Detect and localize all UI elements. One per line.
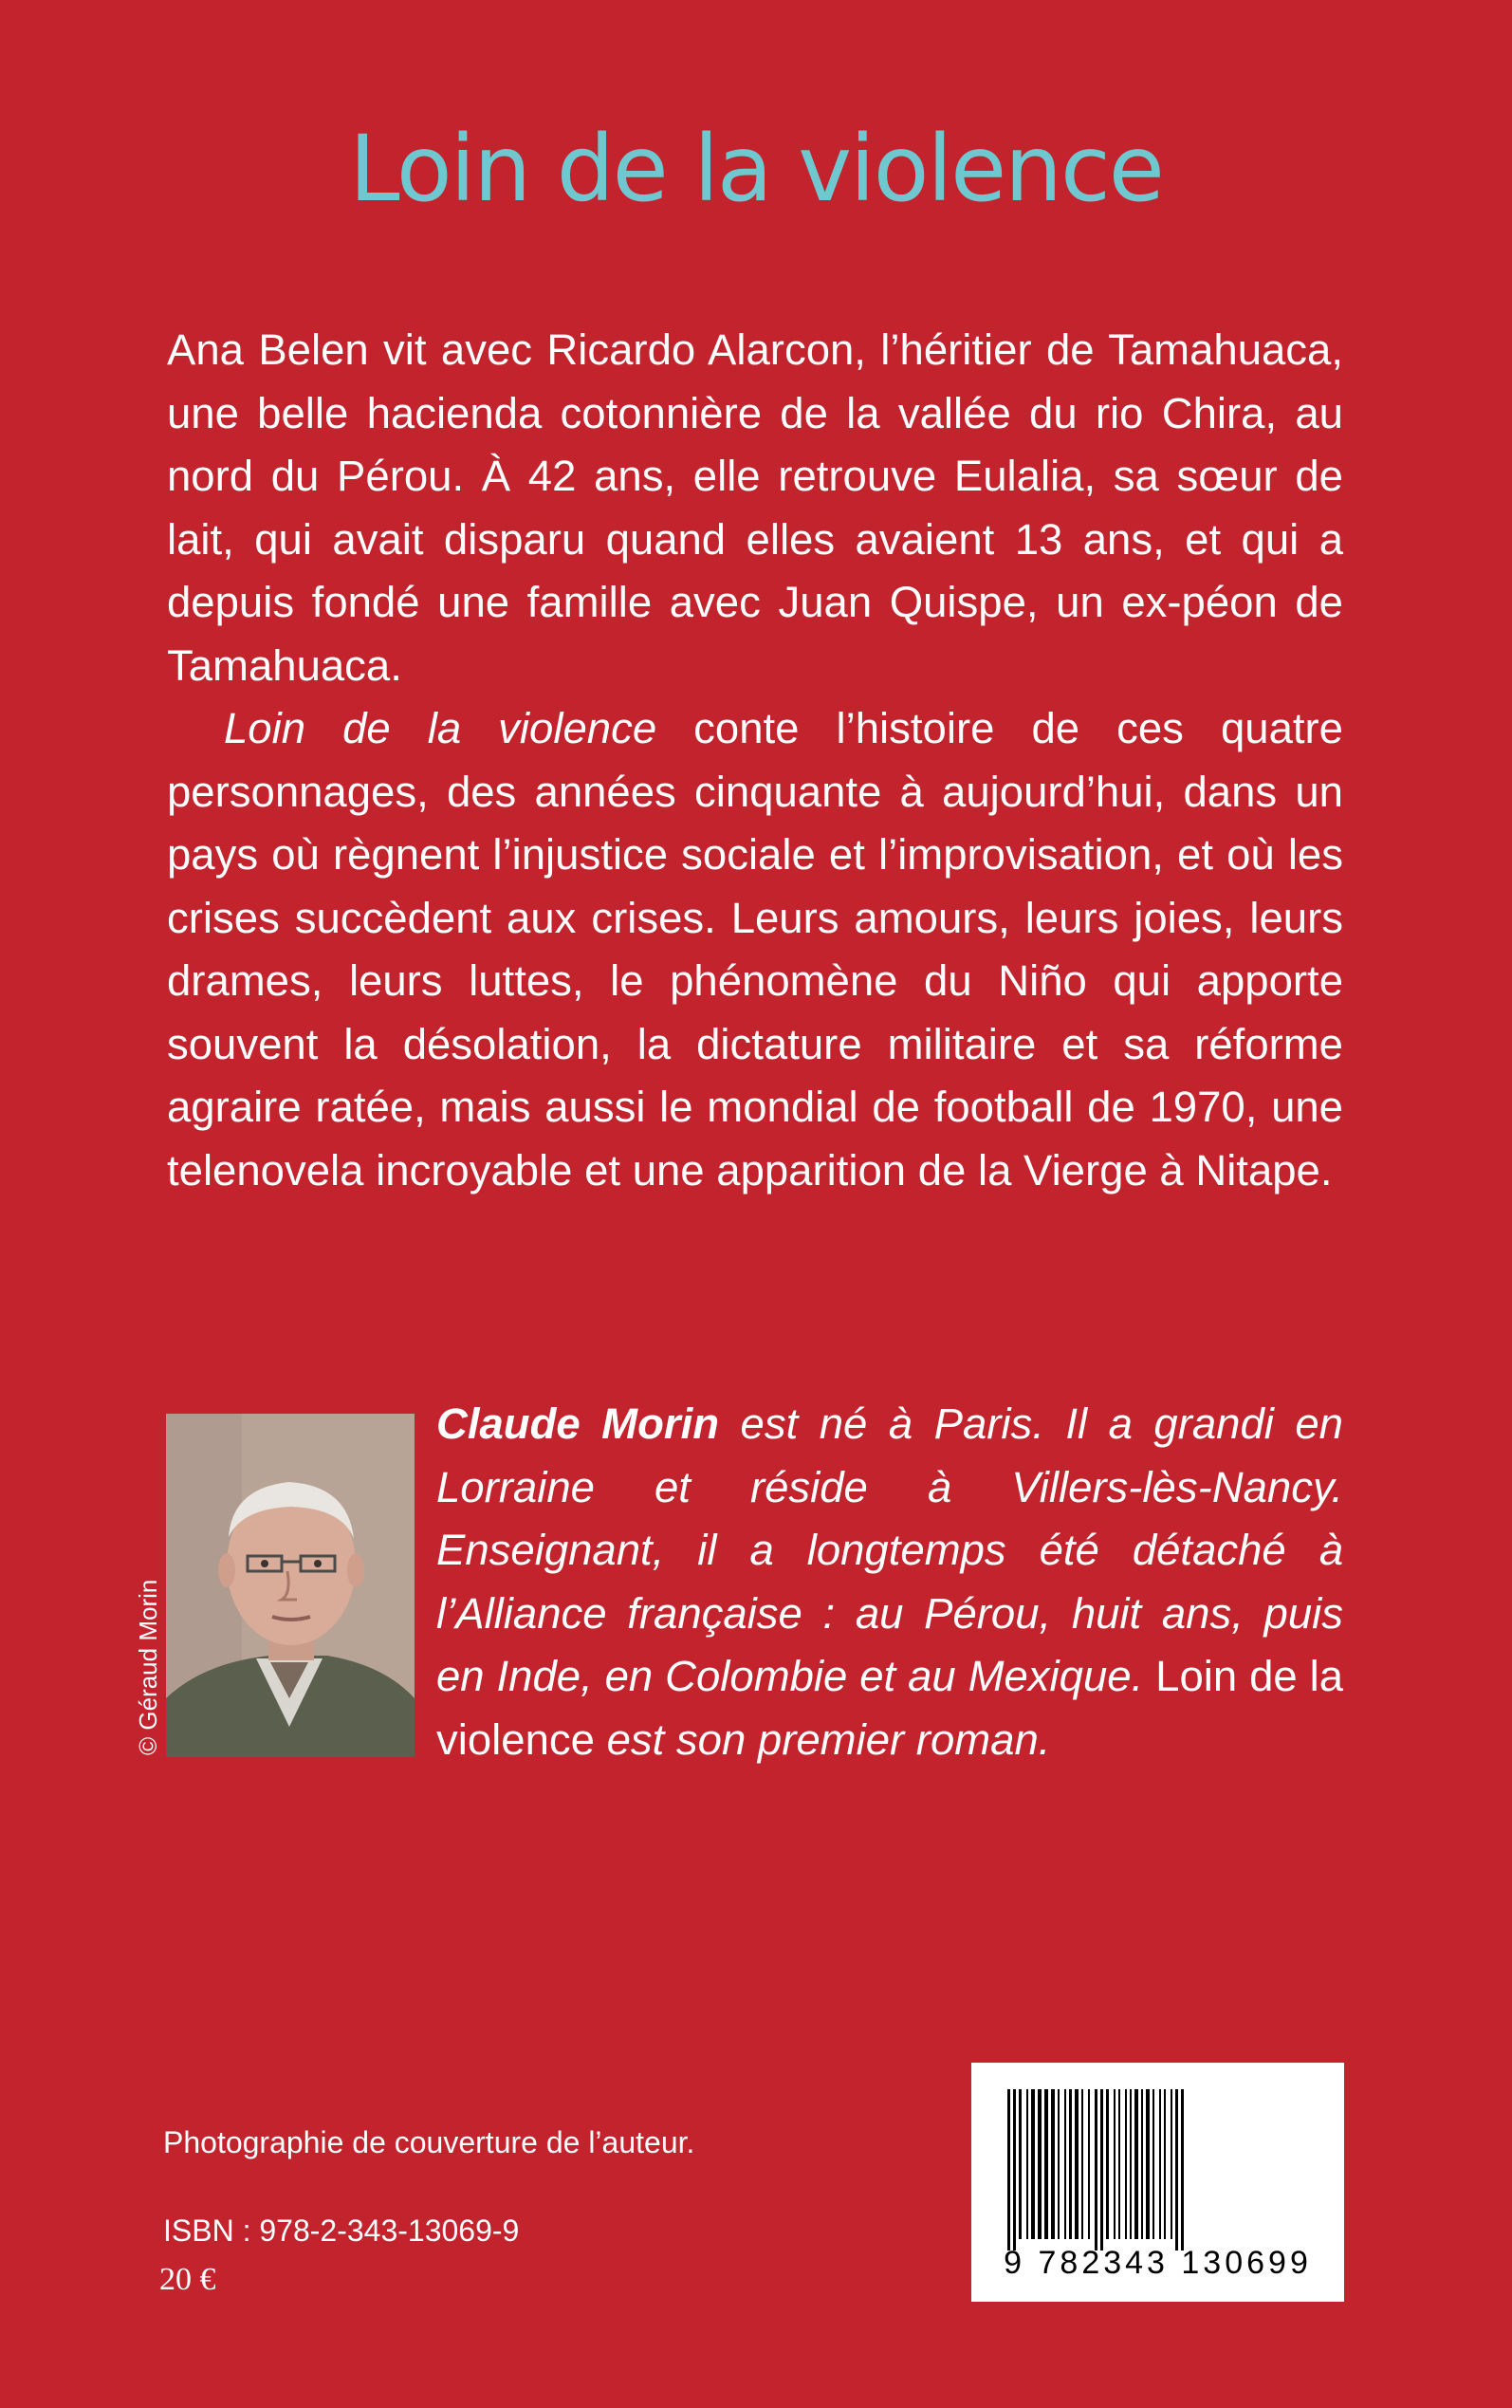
synopsis [167, 319, 1343, 1202]
author-bio-text: est né à Paris. Il a grandi en Lorraine et réside à Villers-lès-Nancy. Enseignant, il a longtemps été détaché à l’Alliance française : au Pérou, huit ans, puis en Inde, en Colombie et au Mexique. [436, 1399, 1343, 1700]
barcode-bar [1159, 2089, 1161, 2239]
barcode-bar [1069, 2089, 1072, 2239]
book-title: Loin de la violence [349, 116, 1163, 222]
author-bio-paragraph [436, 1393, 1343, 1771]
synopsis-paragraph-2-text: conte l’histoire de ces quatre personnages, des années cinquante à aujourd’hui, dans un pays où règnent l’injustice sociale et l’improvisation, et où les crises succèdent aux crises. Leurs amours, leurs joies, leurs drames, leurs luttes, le phénomène du Niño qui apporte souvent la désolation, la dictature militaire et sa réforme agraire ratée, mais aussi le mondial de football de 1970, une telenovela incroyable et une apparition de la Vierge à Nitape. [167, 704, 1343, 1195]
barcode-bar [1134, 2089, 1138, 2239]
barcode-bar [1081, 2089, 1083, 2239]
barcode-bar [1095, 2089, 1097, 2251]
barcode-bar [1152, 2089, 1154, 2239]
barcode-bar [1013, 2089, 1016, 2251]
author-bio-book-title: Loin de la violence [436, 1652, 1343, 1764]
barcode-bar [1088, 2089, 1090, 2239]
barcode-bar [1114, 2089, 1116, 2239]
barcode-bar [1164, 2089, 1166, 2239]
barcode-bar [1051, 2089, 1055, 2239]
barcode-bar [1118, 2089, 1120, 2239]
barcode-bar [1031, 2089, 1035, 2239]
author-bio [436, 1393, 1343, 1771]
barcode-bar [1175, 2089, 1178, 2251]
barcode-bar [1181, 2089, 1184, 2251]
isbn: ISBN : 978-2-343-13069-9 [163, 2214, 520, 2248]
synopsis-paragraph-2 [167, 697, 1343, 1202]
barcode-bar [1038, 2089, 1042, 2239]
author-portrait-illustration [166, 1414, 415, 1757]
barcode-bar [1141, 2089, 1143, 2239]
barcode-digits: 9 782343 130699 [1004, 2245, 1312, 2281]
barcode-bar [1026, 2089, 1028, 2239]
barcode-bar [1130, 2089, 1132, 2239]
author-photo [166, 1414, 415, 1757]
barcode-bar [1146, 2089, 1150, 2239]
cover-photo-credit: Photographie de couverture de l’auteur. [163, 2125, 695, 2159]
price: 20 € [159, 2262, 216, 2297]
synopsis-book-title: Loin de la violence [224, 704, 657, 752]
author-name: Claude Morin [436, 1399, 720, 1448]
barcode-bar [1075, 2089, 1079, 2239]
author-bio-ending: est son premier roman. [594, 1714, 1051, 1764]
photo-credit: © Géraud Morin [134, 1579, 162, 1755]
barcode [971, 2063, 1344, 2302]
barcode-bar [1058, 2089, 1060, 2239]
barcode-bar [1044, 2089, 1048, 2239]
barcode-bar [1171, 2089, 1172, 2239]
barcode-bar [1007, 2089, 1010, 2251]
barcode-bar [1064, 2089, 1066, 2239]
barcode-bar [1100, 2089, 1103, 2251]
barcode-bar [1125, 2089, 1127, 2239]
synopsis-paragraph-1: Ana Belen vit avec Ricardo Alarcon, l’héritier de Tamahuaca, une belle hacienda cotonnière de la vallée du rio Chira, au nord du Pérou. À 42 ans, elle retrouve Eulalia, sa sœur de lait, qui avait disparu quand elles avaient 13 ans, et qui a depuis fondé une famille avec Juan Quispe, un ex-péon de Tamahuaca. [167, 325, 1343, 690]
barcode-bar [1106, 2089, 1109, 2239]
barcode-bar [1019, 2089, 1022, 2239]
